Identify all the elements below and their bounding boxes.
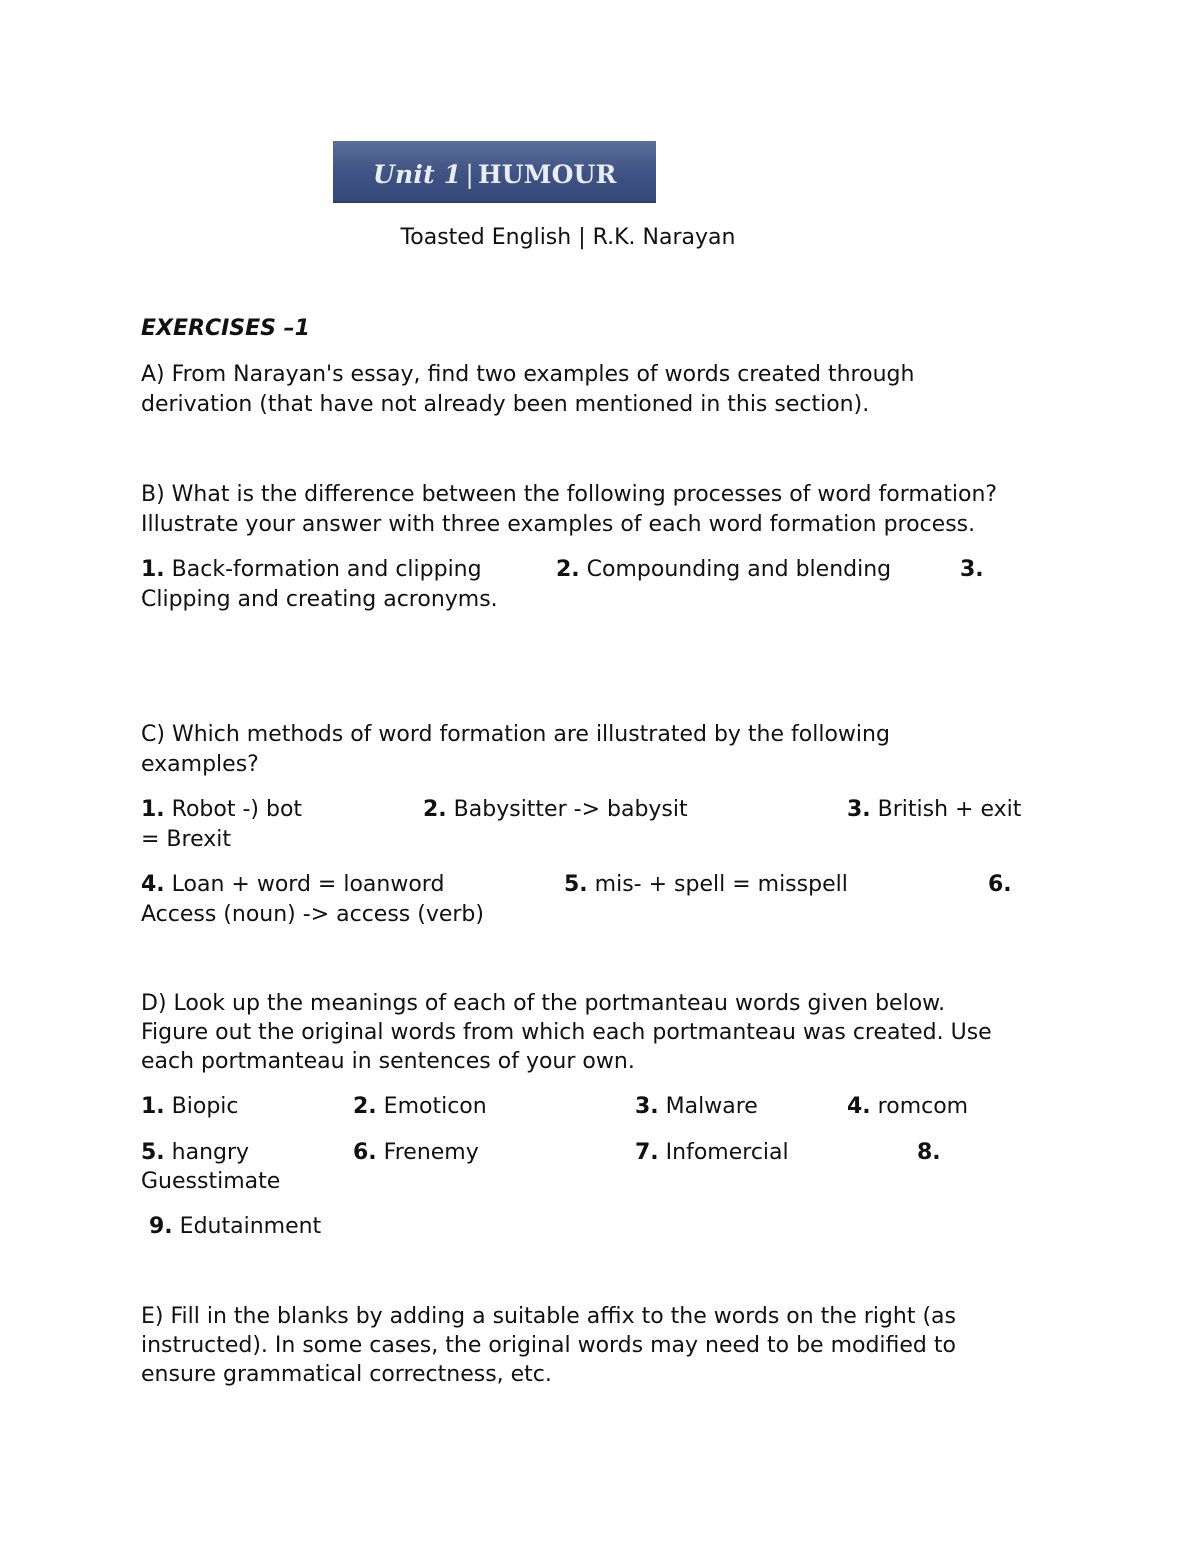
item-number: 1. — [141, 797, 165, 822]
question-d-item-1 — [141, 1092, 239, 1122]
question-c-line-1: C) Which methods of word formation are illustrated by the following — [141, 722, 890, 747]
question-c-item-6 — [988, 870, 1012, 900]
item-number: 1. — [141, 557, 165, 582]
question-d-line-1: D) Look up the meanings of each of the portmanteau words given below. — [141, 991, 946, 1016]
item-number: 2. — [353, 1094, 377, 1119]
item-text: hangry — [171, 1140, 250, 1165]
question-b-item-1 — [141, 555, 482, 585]
question-d-item-6 — [353, 1138, 479, 1168]
question-b-item-3-text: Clipping and creating acronyms. — [141, 587, 498, 612]
item-number: 3. — [847, 797, 871, 822]
question-b-item-2 — [556, 555, 891, 585]
item-number: 3. — [960, 557, 984, 582]
question-c-item-3 — [847, 795, 1021, 825]
item-number: 5. — [141, 1140, 165, 1165]
question-c-line-2: examples? — [141, 752, 259, 777]
question-e-line-1: E) Fill in the blanks by adding a suitable affix to the words on the right (as — [141, 1304, 956, 1329]
question-c-item-6-text: Access (noun) -> access (verb) — [141, 902, 484, 927]
item-number: 6. — [988, 872, 1012, 897]
exercises-heading: EXERCISES –1 — [141, 316, 310, 341]
item-number: 4. — [847, 1094, 871, 1119]
item-text: Robot -) bot — [171, 797, 303, 822]
item-text: mis- + spell = misspell — [594, 872, 848, 897]
question-d-item-4 — [847, 1092, 968, 1122]
question-a-line-1: A) From Narayan's essay, find two examples of words created through — [141, 362, 915, 387]
item-text: Back-formation and clipping — [171, 557, 482, 582]
question-e-line-3: ensure grammatical correctness, etc. — [141, 1362, 552, 1387]
banner-separator: | — [465, 160, 474, 189]
question-d-item-7 — [635, 1138, 789, 1168]
question-d-item-8-text: Guesstimate — [141, 1169, 281, 1194]
item-text: Loan + word = loanword — [171, 872, 445, 897]
item-text: Babysitter -> babysit — [453, 797, 688, 822]
item-text: Malware — [665, 1094, 758, 1119]
item-number: 3. — [635, 1094, 659, 1119]
item-number: 9. — [149, 1214, 173, 1239]
item-number: 2. — [423, 797, 447, 822]
item-number: 4. — [141, 872, 165, 897]
question-d-line-2: Figure out the original words from which each portmanteau was created. Use — [141, 1020, 992, 1045]
question-c-item-5 — [564, 870, 848, 900]
question-c-item-1 — [141, 795, 302, 825]
question-b-line-1: B) What is the difference between the following processes of word formation? — [141, 482, 998, 507]
item-number: 2. — [556, 557, 580, 582]
banner-title — [373, 160, 617, 190]
item-text: Emoticon — [383, 1094, 487, 1119]
question-d-line-3: each portmanteau in sentences of your own. — [141, 1049, 635, 1074]
item-text: romcom — [877, 1094, 969, 1119]
document-subtitle: Toasted English | R.K. Narayan — [400, 225, 736, 250]
item-number: 6. — [353, 1140, 377, 1165]
question-d-item-9 — [149, 1212, 321, 1242]
item-number: 5. — [564, 872, 588, 897]
item-number: 7. — [635, 1140, 659, 1165]
unit-banner — [333, 141, 656, 203]
question-d-item-5 — [141, 1138, 249, 1168]
question-e-line-2: instructed). In some cases, the original words may need to be modified to — [141, 1333, 956, 1358]
question-b-line-2: Illustrate your answer with three examples of each word formation process. — [141, 512, 976, 537]
question-a-line-2: derivation (that have not already been mentioned in this section). — [141, 392, 870, 417]
question-d-item-8 — [917, 1138, 941, 1168]
banner-unit: Unit 1 — [373, 160, 462, 189]
question-b-item-3 — [960, 555, 984, 585]
item-text: Infomercial — [665, 1140, 789, 1165]
item-text: British + exit — [877, 797, 1022, 822]
item-number: 8. — [917, 1140, 941, 1165]
question-d-item-2 — [353, 1092, 487, 1122]
question-c-item-4 — [141, 870, 444, 900]
question-c-item-3-continuation: = Brexit — [141, 827, 231, 852]
question-d-item-3 — [635, 1092, 758, 1122]
banner-topic: HUMOUR — [477, 160, 617, 189]
item-text: Biopic — [171, 1094, 239, 1119]
question-c-item-2 — [423, 795, 688, 825]
item-text: Frenemy — [383, 1140, 479, 1165]
item-text: Compounding and blending — [586, 557, 892, 582]
item-text: Edutainment — [179, 1214, 322, 1239]
item-number: 1. — [141, 1094, 165, 1119]
